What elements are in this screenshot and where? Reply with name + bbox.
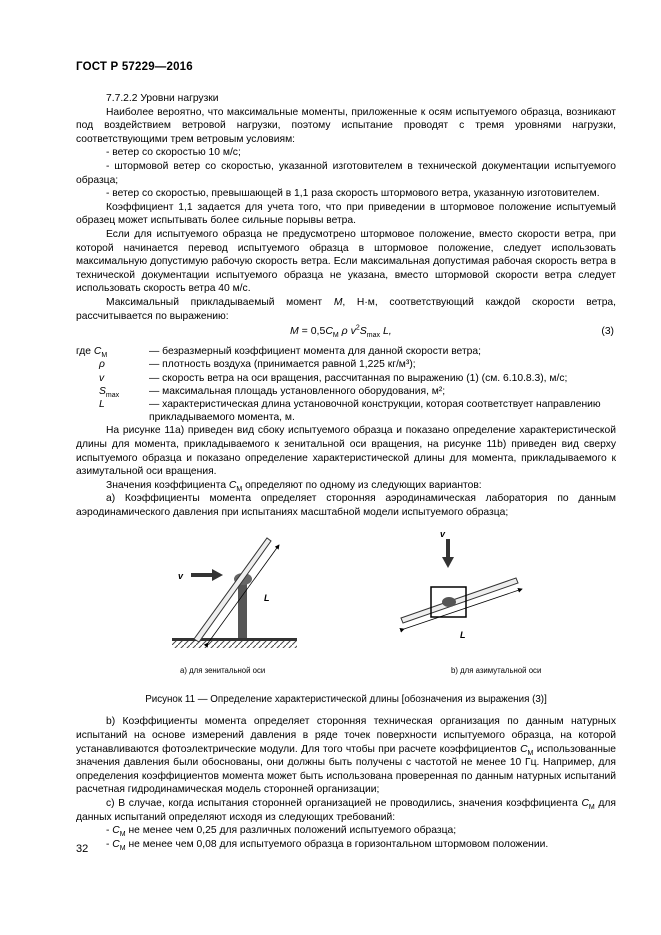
label-v-a: v bbox=[178, 571, 184, 582]
paragraph: Значения коэффициента $C_M$ определяют по одному из следующих вариантов: bbox=[106, 479, 482, 493]
ground-hatch bbox=[172, 641, 297, 648]
document-body bbox=[76, 92, 616, 851]
figure-a-side-view bbox=[172, 538, 297, 648]
paragraph: Наиболее вероятно, что максимальные моменты, приложенные к осям испытуемого образца, возникают под воздействием ветровой нагрузки, поэтому испытание проводят с тремя уровнями нагрузки, соответствующими трем ветровым условиям: bbox=[76, 106, 616, 145]
label-L-a: L bbox=[264, 593, 270, 604]
paragraph: Коэффициент 1,1 задается для учета того, что при приведении в штормовое положение испытуемый образец может испытывать более сильные порывы ветра. bbox=[76, 201, 616, 227]
definition-row: ρ — плотность воздуха (принимается равной 1,225 кг/м³); bbox=[99, 359, 416, 371]
paragraph: Максимальный прикладываемый момент M, Н·м, соответствующий каждой скорости ветра, рассчитывается по выражению: bbox=[76, 296, 617, 322]
definition-row: где $C_M$ — безразмерный коэффициент момента для данной скорости ветра; bbox=[76, 346, 481, 360]
wind-arrow-head bbox=[212, 569, 223, 581]
definition-row: L — характеристическая длина установочной конструкции, которая соответствует направлению прикладываемого момента, м. bbox=[99, 398, 601, 424]
formula-number: (3) bbox=[601, 326, 614, 338]
figure-caption-a: а) для зенитальной оси bbox=[180, 666, 266, 676]
figure-11 bbox=[76, 525, 616, 707]
formula-3 bbox=[76, 325, 616, 343]
paragraph: b) Коэффициенты момента определяет сторонняя техническая организация по данным натурных испытаний на основе измерений давления в ряде точек поверхности испытуемого образца, на которой устанавливаются фотоэлектрические модули. Для того чтобы при расчете коэффициентов $C_M$ использованные значения давления были обоснованы, они должны быть получены с частотой не менее 10 Гц. Например, для определения коэффициентов момента может быть использована проверенная по данным натурных испытаний расчетная гидродинамическая модель сторонней организации; bbox=[76, 716, 617, 796]
paragraph: Если для испытуемого образца не предусмотрено штормовое положение, вместо скорости ветра, при которой начинается перевод испытуемого образца в штормовое положение, следует использовать максимальную допустимую рабочую скорость ветра. Если максимальная допустимая рабочая скорость ветра в технической документации испытуемого образца не указана, вместо штормовой скорости ветра следует использовать скорость ветра 40 м/с. bbox=[76, 228, 616, 295]
dimension-line-L-b bbox=[404, 589, 522, 629]
figure-diagram bbox=[76, 525, 616, 685]
figure-b-top-view bbox=[401, 529, 522, 640]
wind-arrow-down-head bbox=[442, 557, 454, 568]
hub bbox=[442, 597, 456, 607]
label-L-b: L bbox=[460, 630, 466, 641]
ground bbox=[172, 638, 297, 641]
definition-row: v — скорость ветра на оси вращения, рассчитанная по выражению (1) (см. 6.10.8.3), м/с; bbox=[99, 372, 568, 384]
page-number: 32 bbox=[76, 843, 89, 855]
section-title: 7.7.2.2 Уровни нагрузки bbox=[106, 93, 219, 104]
paragraph: а) Коэффициенты момента определяет сторонняя аэродинамическая лаборатория по данным аэродинамического давления при испытаниях масштабной модели испытуемого образца; bbox=[76, 493, 616, 518]
list-item: - ветер со скоростью, превышающей в 1,1 раза скорость штормового ветра, указанную изготовителем. bbox=[106, 188, 600, 200]
list-item: - $C_M$ не менее чем 0,08 для испытуемого образца в горизонтальном штормовом положении. bbox=[106, 838, 549, 852]
definition-row: $S_{max}$ — максимальная площадь установленного оборудования, м²; bbox=[99, 385, 446, 399]
paragraph: с) В случае, когда испытания сторонней организацией не проводились, значения коэффициента $C_M$ для данных испытаний определяют исходя из следующих требований: bbox=[76, 798, 616, 823]
formula-expression: $M = 0,5C_M$ ρ $v^2S_{max}$ L, bbox=[290, 324, 392, 340]
post bbox=[238, 580, 247, 638]
paragraph: На рисунке 11а) приведен вид сбоку испытуемого образца и показано определение характеристической длины для момента, прикладываемого к зенитальной оси вращения, на рисунке 11b) приведен вид сверху испытуемого образца и показано определение характеристической длины для момента, прикладываемого к азимутальной оси вращения. bbox=[76, 425, 616, 478]
figure-caption-b: b) для азимутальной оси bbox=[451, 666, 542, 676]
list-item: - $C_M$ не менее чем 0,25 для различных положений испытуемого образца; bbox=[106, 825, 457, 839]
list-item: - штормовой ветер со скоростью, указанной изготовителем в технической документации испытуемого образца; bbox=[76, 160, 616, 186]
list-item: - ветер со скоростью 10 м/с; bbox=[106, 147, 241, 159]
module-panel bbox=[194, 538, 271, 642]
label-v-b: v bbox=[440, 529, 446, 540]
figure-title: Рисунок 11 — Определение характеристической длины [обозначения из выражения (3)] bbox=[145, 694, 547, 706]
standard-header: ГОСТ Р 57229—2016 bbox=[76, 61, 193, 73]
definitions-table bbox=[76, 345, 616, 424]
